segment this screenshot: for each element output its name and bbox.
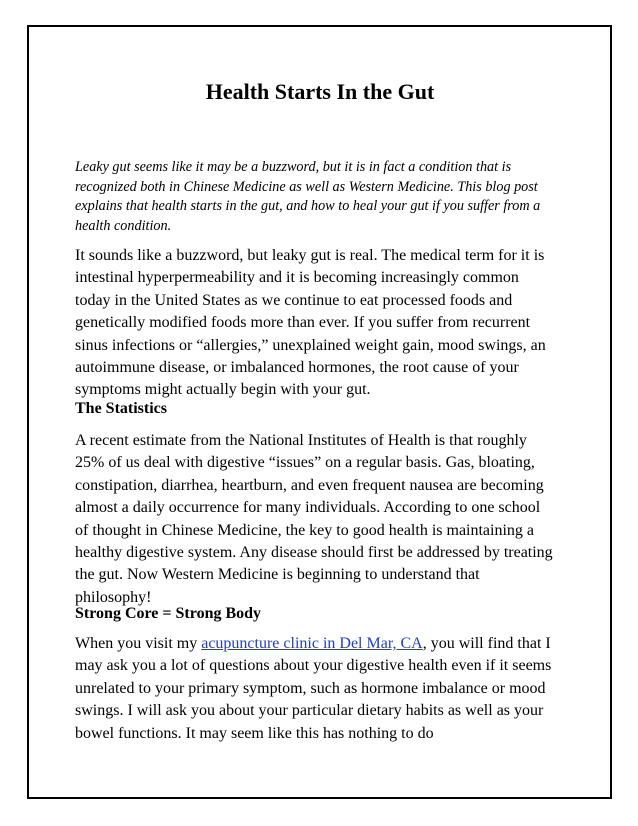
acupuncture-clinic-link[interactable]: acupuncture clinic in Del Mar, CA (201, 635, 423, 652)
paragraph-strong-core (75, 633, 555, 745)
paragraph-statistics: A recent estimate from the National Institutes of Health is that roughly 25% of us deal with digestive “issues” on a regular basis. Gas, bloating, constipation, diarrhea, heartburn, and even frequent nausea are becoming almost a daily occurrence for many individuals. According to one school of thought in Chinese Medicine, the key to good health is maintaining a healthy digestive system. Any disease should first be addressed by treating the gut. Now Western Medicine is beginning to understand that philosophy! (75, 432, 553, 606)
heading-strong-core: Strong Core = Strong Body (75, 605, 262, 622)
paragraph-text-after-link: , you will find that I may ask you a lot of questions about your digestive health even if it seems unrelated to your primary symptom, such as hormone imbalance or mood swings. I will ask you about your particular dietary habits as well as your bowel functions. It may seem like this has nothing to do (75, 635, 552, 742)
page-title: Health Starts In the Gut (205, 79, 435, 104)
paragraph-text-before-link: When you visit my (75, 635, 202, 652)
intro-summary: Leaky gut seems like it may be a buzzword, but it is in fact a condition that is recognized both in Chinese Medicine as well as Western Medicine. This blog post explains that health starts in the gut, and how to heal your gut if you suffer from a health condition. (75, 159, 541, 234)
heading-statistics: The Statistics (75, 400, 167, 417)
paragraph-leaky-gut: It sounds like a buzzword, but leaky gut is real. The medical term for it is intestinal hyperpermeability and it is becoming increasingly common today in the United States as we continue to eat processed foods and genetically modified foods more than ever. If you suffer from recurrent sinus infections or “allergies,” unexplained weight gain, mood swings, an autoimmune disease, or imbalanced hormones, the root cause of your symptoms might actually begin with your gut. (75, 247, 546, 399)
